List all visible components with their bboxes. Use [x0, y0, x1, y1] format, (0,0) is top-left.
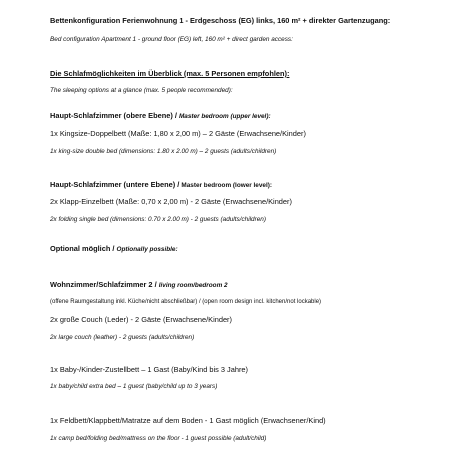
living-room-heading-en: living room/bedroom 2	[158, 282, 228, 289]
camp-bed-line-de: 1x Feldbett/Klappbett/Matratze auf dem Boden - 1 Gast möglich (Erwachsener/Kind)	[50, 416, 326, 425]
master-upper-heading-de: Haupt-Schlafzimmer (obere Ebene) /	[50, 111, 177, 120]
master-upper-heading-en: Master bedroom (upper level):	[178, 113, 271, 120]
master-upper-line-en: 1x king-size double bed (dimensions: 1.80 x 2.00 m) – 2 guests (adults/children)	[50, 148, 277, 155]
master-upper-heading	[50, 111, 271, 121]
master-lower-heading-de: Haupt-Schlafzimmer (untere Ebene) /	[50, 180, 180, 189]
baby-bed-line-en: 1x baby/child extra bed – 1 guest (baby/child up to 3 years)	[50, 383, 218, 390]
overview-heading: Die Schlafmöglichkeiten im Überblick (max. 5 Personen empfohlen):	[50, 69, 290, 78]
master-lower-line-en: 2x folding single bed (dimensions: 0.70 x 2.00 m) - 2 guests (adults/children)	[50, 216, 266, 223]
master-lower-line-de: 2x Klapp-Einzelbett (Maße: 0,70 x 2,00 m) - 2 Gäste (Erwachsene/Kinder)	[50, 197, 292, 206]
overview-heading-en: The sleeping options at a glance (max. 5 people recommended):	[50, 87, 233, 94]
camp-bed-line-en: 1x camp bed/folding bed/mattress on the floor - 1 guest possible (adult/child)	[50, 435, 267, 442]
living-room-heading-de: Wohnzimmer/Schlafzimmer 2 /	[50, 280, 157, 289]
master-upper-line-de: 1x Kingsize-Doppelbett (Maße: 1,80 x 2,00 m) – 2 Gäste (Erwachsene/Kinder)	[50, 129, 306, 138]
master-lower-heading-en: Master bedroom (lower level):	[181, 182, 272, 189]
optional-heading-de: Optional möglich /	[50, 244, 115, 253]
optional-heading	[50, 244, 178, 254]
page-title-en: Bed configuration Apartment 1 - ground floor (EG) left, 160 m² + direct garden access:	[50, 36, 293, 43]
living-room-line-de: 2x große Couch (Leder) - 2 Gäste (Erwachsene/Kinder)	[50, 315, 232, 324]
living-room-heading	[50, 280, 228, 290]
optional-heading-en: Optionally possible:	[116, 246, 178, 253]
master-lower-heading	[50, 180, 272, 190]
page-title: Bettenkonfiguration Ferienwohnung 1 - Erdgeschoss (EG) links, 160 m² + direkter Gartenzugang:	[50, 16, 391, 25]
living-room-line-en: 2x large couch (leather) - 2 guests (adults/children)	[50, 334, 195, 341]
living-room-note: (offene Raumgestaltung inkl. Küche/nicht abschließbar) / (open room design incl. kitchen/not lockable)	[50, 299, 322, 305]
baby-bed-line-de: 1x Baby-/Kinder-Zustellbett – 1 Gast (Baby/Kind bis 3 Jahre)	[50, 365, 248, 374]
